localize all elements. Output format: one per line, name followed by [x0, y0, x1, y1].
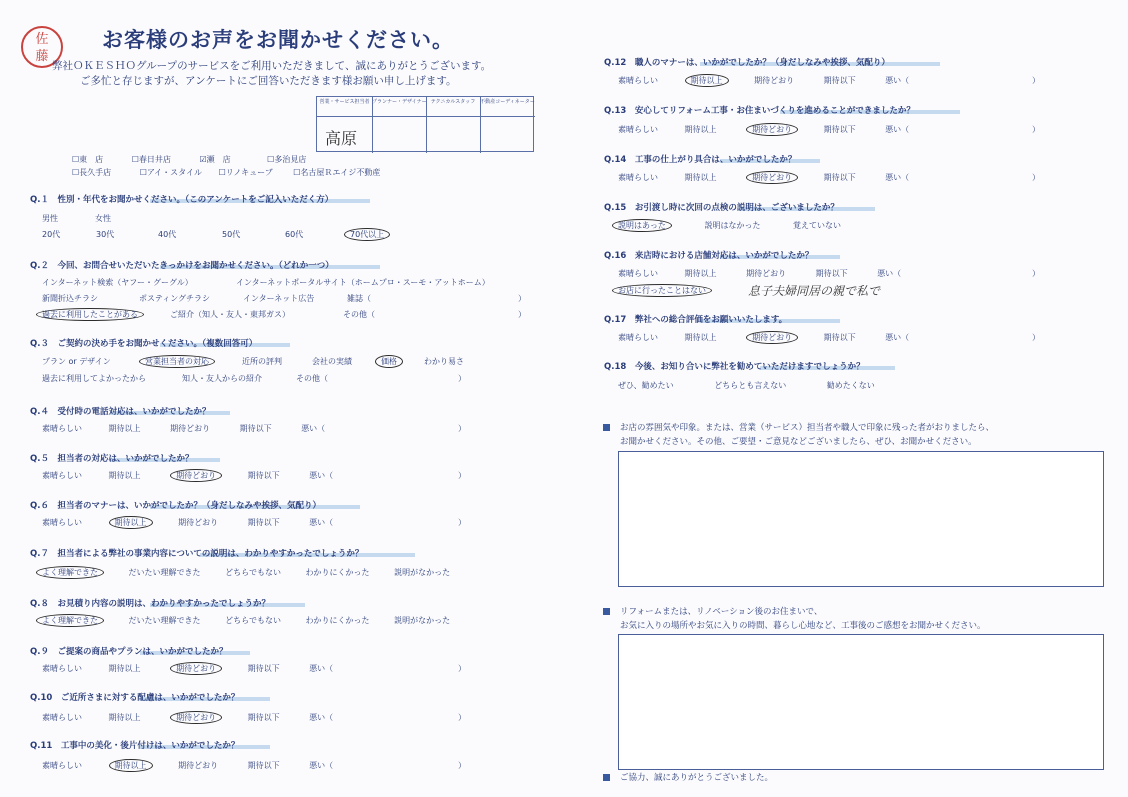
q5-selected[interactable]: 期待どおり [170, 469, 222, 482]
q5-rating-row: 素晴らしい 期待以上 期待どおり 期待以下 悪い（ [42, 471, 334, 480]
q9-rating-row: 素晴らしい 期待以上 期待どおり 期待以下 悪い（ [42, 664, 334, 673]
q3-opt-past[interactable]: 過去に利用してよかったから [42, 374, 146, 383]
q2-opt-magazine[interactable]: 雑誌（ [347, 294, 371, 303]
store-checkbox[interactable]: ☐ [293, 168, 301, 177]
q1-gender-female[interactable]: 女性 [95, 214, 111, 223]
q5-heading: Q.５ 担当者の対応は、いかがでしたか？ [30, 454, 194, 464]
q3-opt-referral[interactable]: 知人・友人からの紹介 [182, 374, 262, 383]
q14-heading: Q.14 工事の仕上がり具合は、いかがでしたか？ [604, 155, 797, 165]
q13-heading: Q.13 安心してリフォーム工事・お住まいづくりを進めることができましたか？ [604, 106, 915, 116]
q1-age-30[interactable]: 30代 [96, 230, 115, 239]
q12-heading: Q.12 職人のマナーは、いかがでしたか？（身だしなみや挨拶、気配り） [604, 58, 890, 68]
q10-selected[interactable]: 期待どおり [170, 711, 222, 724]
q8-options: よく理解できた だいたい理解できた どちらでもない わかりにくかった 説明がなかった [42, 615, 450, 626]
free2-line-1: リフォームまたは、リノベーション後のお住まいで、 [620, 607, 823, 617]
q15-options: 説明はあった 説明はなかった 覚えていない [618, 220, 841, 231]
q12-rating-row: 素晴らしい 期待以上 期待どおり 期待以下 悪い（ [618, 76, 910, 85]
q1-age-50[interactable]: 50代 [222, 230, 241, 239]
free1-line-2: お聞かせください。その他、ご要望・ご意見などございましたら、ぜひ、お聞かせください。 [620, 437, 977, 447]
q2-opt-web-ad[interactable]: インターネット広告 [243, 294, 315, 303]
q3-opt-reputation[interactable]: 近所の評判 [242, 357, 282, 366]
q7-heading: Q.７ 担当者による弊社の事業内容についての説明は、わかりやすかったでしょうか？ [30, 549, 364, 559]
q1-heading: Q.１ 性別・年代をお聞かせください。（このアンケートをご記入いただく方） [30, 195, 334, 205]
q6-selected[interactable]: 期待以上 [109, 516, 153, 529]
intro-line-2: ご多忙と存じますが、アンケートにご回答いただきます様お願い申し上げます。 [80, 75, 457, 87]
q6-rating-row: 素晴らしい 期待以上 期待どおり 期待以下 悪い（ [42, 518, 334, 527]
staff-header-realestate: 不動産コーディネーター [480, 97, 535, 117]
q11-rating-row: 素晴らしい 期待以上 期待どおり 期待以下 悪い（ [42, 761, 334, 770]
q14-selected[interactable]: 期待どおり [746, 171, 798, 184]
q3-opt-sales-selected[interactable]: 営業担当者の対応 [145, 356, 215, 367]
q18-options: ぜひ、勧めたい どちらとも言えない 勧めたくない [618, 381, 875, 390]
q15-selected[interactable]: 説明はあった [612, 219, 672, 232]
q4-rating-row: 素晴らしい 期待以上 期待どおり 期待以下 悪い（ [42, 424, 326, 433]
free1-line-1: お店の雰囲気や印象。または、営業（サービス）担当者や職人で印象に残った者がおりましたら、 [620, 423, 995, 433]
bullet-icon [603, 424, 610, 431]
q13-selected[interactable]: 期待どおり [746, 123, 798, 136]
q18-heading: Q.18 今後、お知り合いに弊社を勧めていただけますでしょうか？ [604, 362, 865, 372]
q7-selected[interactable]: よく理解できた [36, 566, 104, 579]
bullet-icon [603, 608, 610, 615]
free2-line-2: お気に入りの場所やお気に入りの時間、暮らし心地など、工事後のご感想をお聞かせください。 [620, 621, 986, 631]
q16-heading: Q.16 来店時における店舗対応は、いかがでしたか？ [604, 251, 814, 261]
q8-selected[interactable]: よく理解できた [36, 614, 104, 627]
q2-opt-posting[interactable]: ポスティングチラシ [139, 294, 211, 303]
q2-close-1: ） [518, 294, 526, 303]
store-checkbox[interactable]: ☐ [218, 168, 226, 177]
q12-selected[interactable]: 期待以上 [685, 74, 729, 87]
q1-age-20[interactable]: 20代 [42, 230, 61, 239]
footer-thanks: ご協力、誠にありがとうございました。 [620, 773, 774, 783]
q2-opt-search[interactable]: インターネット検索（ヤフー・グーグル） [42, 278, 193, 287]
store-checkbox[interactable]: ☐ [72, 155, 80, 164]
q9-heading: Q.９ ご提案の商品やプランは、いかがでしたか？ [30, 647, 228, 657]
store-row-2: ☐長久手店 ☐アイ・スタイル ☐リノキューブ ☐名古屋Ｒエイジ不動産 [72, 168, 381, 177]
staff-table [316, 96, 534, 152]
q3-close: ） [458, 374, 466, 383]
store-checkbox-checked[interactable]: ☑ [199, 155, 207, 164]
store-row-1: ☐東 店 ☐春日井店 ☑瀬 店 ☐多治見店 [72, 155, 307, 164]
q3-opt-other[interactable]: その他（ [296, 374, 328, 383]
q16-never-visited-selected[interactable]: お店に行ったことはない [618, 285, 712, 296]
q8-heading: Q.８ お見積り内容の説明は、わかりやすかったでしょうか？ [30, 599, 270, 609]
q2-close-2: ） [518, 310, 526, 319]
q10-rating-row: 素晴らしい 期待以上 期待どおり 期待以下 悪い（ [42, 713, 334, 722]
q2-opt-portal[interactable]: インターネットポータルサイト（ホームプロ・スーモ・アットホーム） [236, 278, 490, 287]
q11-selected[interactable]: 期待以上 [109, 759, 153, 772]
q2-opt-past-selected[interactable]: 過去に利用したことがある [42, 309, 144, 320]
q3-opt-plan[interactable]: プラン or デザイン [42, 357, 111, 366]
q10-heading: Q.10 ご近所さまに対する配慮は、いかがでしたか？ [30, 693, 240, 703]
q16-handwritten-note[interactable]: 息子夫婦同居の親で私で [748, 284, 881, 298]
store-checkbox[interactable]: ☐ [139, 168, 147, 177]
q14-rating-row: 素晴らしい 期待以上 期待どおり 期待以下 悪い（ [618, 173, 910, 182]
q11-heading: Q.11 工事中の美化・後片付けは、いかがでしたか？ [30, 741, 240, 751]
q17-rating-row: 素晴らしい 期待以上 期待どおり 期待以下 悪い（ [618, 333, 910, 342]
staff-header-technical: テクニカルスタッフ [426, 97, 480, 117]
q1-gender-male[interactable]: 男性 [42, 214, 58, 223]
q9-selected[interactable]: 期待どおり [170, 662, 222, 675]
q1-age-60[interactable]: 60代 [285, 230, 304, 239]
q1-age-70-selected[interactable]: 70代以上 [350, 229, 390, 240]
q7-options: よく理解できた だいたい理解できた どちらでもない わかりにくかった 説明がなかった [42, 567, 450, 578]
bullet-icon [603, 774, 610, 781]
sales-staff-name[interactable]: 高原 [325, 129, 358, 148]
q16-rating-row: 素晴らしい 期待以上 期待どおり 期待以下 悪い（ [618, 269, 902, 278]
q3-heading: Q.３ ご契約の決め手をお聞かせください。（複数回答可） [30, 339, 258, 349]
page-title: お客様のお声をお聞かせください。 [102, 28, 454, 52]
q2-heading: Q.２ 今回、お問合せいただいたきっかけをお聞かせください。（どれか一つ） [30, 261, 334, 271]
q2-opt-newspaper[interactable]: 新聞折込チラシ [42, 294, 98, 303]
q15-heading: Q.15 お引渡し時に次回の点検の説明は、ございましたか？ [604, 203, 839, 213]
store-checkbox[interactable]: ☐ [267, 155, 275, 164]
q2-opt-other[interactable]: その他（ [343, 310, 375, 319]
q4-heading: Q.４ 受付時の電話対応は、いかがでしたか？ [30, 407, 211, 417]
q3-opt-clarity[interactable]: わかり易さ [424, 357, 464, 366]
q17-heading: Q.17 弊社への総合評価をお願いいたします。 [604, 315, 788, 325]
staff-header-planner: プランナー・デザイナー [372, 97, 426, 117]
staff-header-sales: 営業・サービス担当者 [317, 97, 372, 117]
free1-textarea[interactable] [618, 451, 1104, 587]
q1-age-40[interactable]: 40代 [158, 230, 177, 239]
intro-line-1: 弊社ＯＫＥＳＨＯグループのサービスをご利用いただきまして、誠にありがとうございます。 [52, 60, 492, 72]
q6-heading: Q.６ 担当者のマナーは、いかがでしたか？（身だしなみや挨拶、気配り） [30, 501, 321, 511]
seal-stamp: 佐 藤 [21, 26, 63, 68]
q17-selected[interactable]: 期待どおり [746, 331, 798, 344]
q13-rating-row: 素晴らしい 期待以上 期待どおり 期待以下 悪い（ [618, 125, 910, 134]
free2-textarea[interactable] [618, 634, 1104, 770]
store-checkbox[interactable]: ☐ [131, 155, 139, 164]
q3-opt-price-selected[interactable]: 価格 [381, 356, 403, 367]
q3-opt-track-record[interactable]: 会社の実績 [312, 357, 352, 366]
store-checkbox[interactable]: ☐ [72, 168, 80, 177]
q2-opt-referral[interactable]: ご紹介（知人・友人・東邦ガス） [170, 310, 290, 319]
